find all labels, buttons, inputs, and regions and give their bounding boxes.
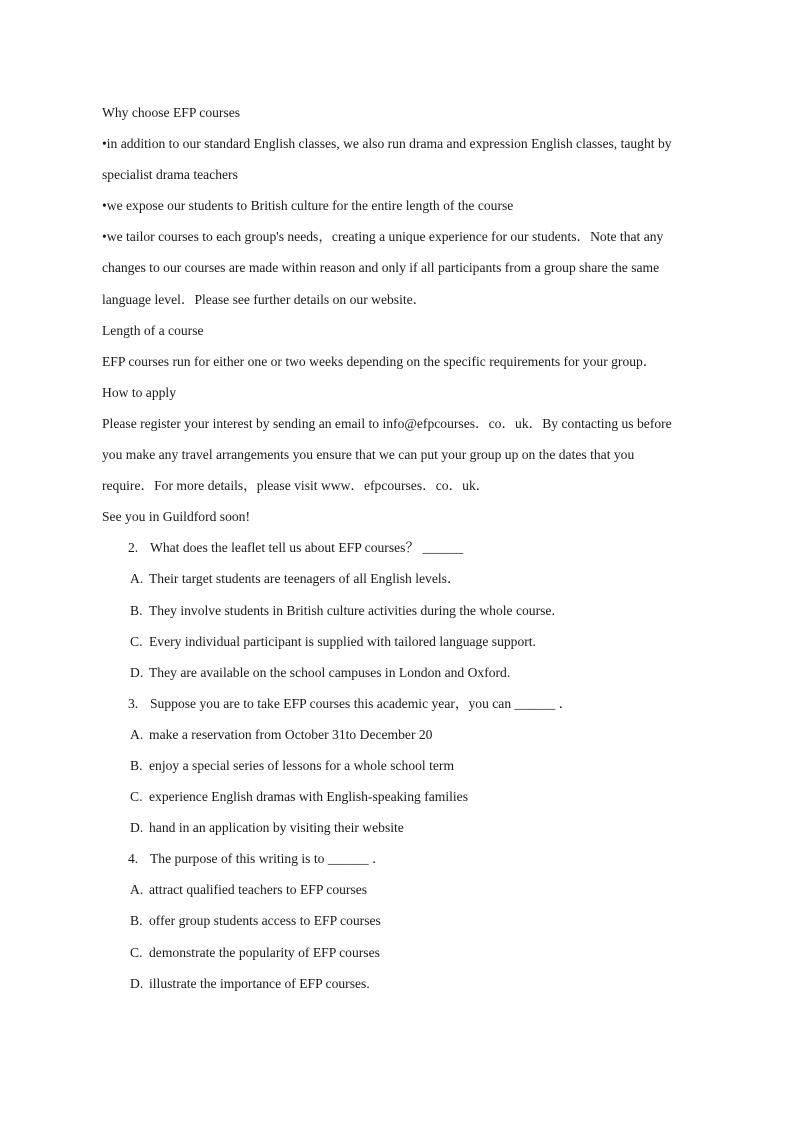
bullet-culture: •we expose our students to British culture for the entire length of the course	[102, 198, 514, 214]
question-2-option-d	[102, 657, 702, 688]
option-text: attract qualified teachers to EFP courses	[149, 882, 368, 898]
question-number: 3.	[128, 695, 139, 711]
length-paragraph: EFP courses run for either one or two weeks depending on the specific requirements for your group．	[102, 353, 657, 369]
question-3	[102, 688, 702, 719]
document-page	[102, 97, 702, 999]
option-letter: A.	[130, 571, 144, 587]
bullet-tailor-line-1: •we tailor courses to each group's needs，creating a unique experience for our students．Note that any	[102, 229, 664, 245]
option-letter: C.	[130, 633, 143, 649]
question-stem: The purpose of this writing is to ______ ．	[150, 851, 386, 867]
apply-line-2: you make any travel arrangements you ensure that we can put your group up on the dates that you	[102, 447, 635, 463]
question-2-option-c	[102, 626, 702, 657]
question-3-option-c	[102, 781, 702, 812]
question-2-option-a	[102, 563, 702, 594]
section-heading-apply: How to apply	[102, 384, 177, 400]
bullet-tailor-line-2: changes to our courses are made within reason and only if all participants from a group share the same	[102, 260, 660, 276]
question-4	[102, 843, 702, 874]
option-letter: A.	[130, 726, 144, 742]
apply-line-3: require．For more details，please visit www．efpcourses．co．uk．	[102, 478, 490, 494]
question-3-option-a	[102, 719, 702, 750]
option-letter: A.	[130, 882, 144, 898]
option-text: They involve students in British culture activities during the whole course.	[149, 602, 555, 618]
apply-line-1: Please register your interest by sending an email to info@efpcourses．co．uk．By contacting us before	[102, 415, 672, 431]
option-letter: B.	[130, 913, 143, 929]
option-letter: D.	[130, 664, 144, 680]
question-4-option-c	[102, 937, 702, 968]
question-3-option-b	[102, 750, 702, 781]
option-letter: C.	[130, 944, 143, 960]
option-letter: C.	[130, 789, 143, 805]
question-2-option-b	[102, 595, 702, 626]
question-stem: What does the leaflet tell us about EFP courses？ ______	[150, 540, 464, 556]
option-text: illustrate the importance of EFP courses.	[149, 975, 370, 991]
option-text: enjoy a special series of lessons for a whole school term	[149, 757, 455, 773]
section-heading-length: Length of a course	[102, 322, 204, 338]
option-letter: D.	[130, 975, 144, 991]
question-4-option-b	[102, 905, 702, 936]
question-2	[102, 532, 702, 563]
question-stem: Suppose you are to take EFP courses this academic year，you can ______ ．	[150, 695, 573, 711]
closing-line: See you in Guildford soon!	[102, 509, 251, 525]
bullet-drama-line-1: •in addition to our standard English classes, we also run drama and expression English classes, taught by	[102, 136, 672, 152]
section-heading-why: Why choose EFP courses	[102, 105, 241, 120]
option-text: They are available on the school campuses in London and Oxford.	[149, 664, 511, 680]
option-text: demonstrate the popularity of EFP courses	[149, 944, 380, 960]
question-4-option-a	[102, 874, 702, 905]
option-text: experience English dramas with English-speaking families	[149, 789, 468, 805]
option-text: hand in an application by visiting their website	[149, 820, 404, 836]
question-4-option-d	[102, 968, 702, 999]
option-text: make a reservation from October 31to December 20	[149, 726, 433, 742]
bullet-drama-line-2: specialist drama teachers	[102, 167, 238, 183]
question-number: 4.	[128, 851, 139, 867]
option-text: Every individual participant is supplied with tailored language support.	[149, 633, 536, 649]
question-3-option-d	[102, 812, 702, 843]
option-letter: B.	[130, 757, 143, 773]
option-text: offer group students access to EFP courses	[149, 913, 381, 929]
option-text: Their target students are teenagers of all English levels．	[149, 571, 461, 587]
bullet-tailor-line-3: language level．Please see further details on our website．	[102, 291, 427, 307]
option-letter: D.	[130, 820, 144, 836]
option-letter: B.	[130, 602, 143, 618]
question-number: 2.	[128, 540, 139, 556]
